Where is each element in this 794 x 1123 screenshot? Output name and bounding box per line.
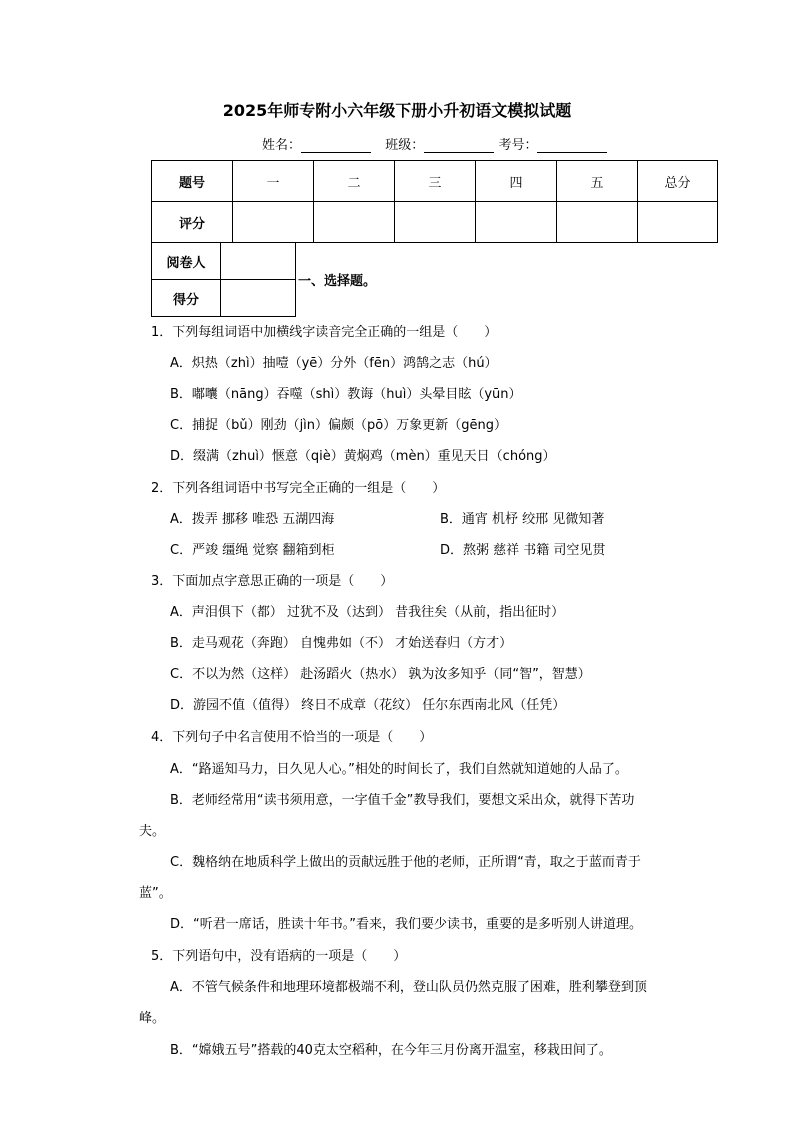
header-cell-question-number: 题号 (152, 161, 233, 202)
score-cell[interactable] (557, 202, 638, 243)
score-cell[interactable] (395, 202, 476, 243)
score-table-score-row (152, 202, 718, 243)
question-4-option-b-continued: 夫。 (139, 824, 166, 839)
question-4-option-d: D．“听君一席话，胜读十年书。”看来，我们要少读书，重要的是多听别人讲道理。 (170, 917, 642, 932)
header-cell-1: 一 (233, 161, 314, 202)
question-3-stem: 3．下面加点字意思正确的一项是（ ） (151, 574, 394, 589)
exam-number-label: 考号： (498, 138, 538, 153)
question-4-option-a: A．“路遥知马力，日久见人心。”相处的时间长了，我们自然就知道她的人品了。 (170, 762, 628, 777)
score-row-label: 评分 (152, 202, 233, 243)
question-4-option-c: C．魏格纳在地质科学上做出的贡献远胜于他的老师，正所谓“青，取之于蓝而青于 (170, 855, 641, 870)
class-label: 班级： (385, 138, 425, 153)
question-5-option-a: A．不管气候条件和地理环境都极端不利，登山队员仍然克服了困难，胜利攀登到顶 (170, 980, 647, 995)
score-table (151, 160, 718, 243)
reviewer-cell[interactable] (221, 243, 296, 280)
exam-number-field[interactable] (537, 138, 607, 153)
question-3-option-a: A．声泪俱下（都） 过犹不及（达到） 昔我往矣（从前，指出征时） (170, 605, 565, 620)
question-1-option-d: D．缀满（zhuì）惬意（qiè）黄焖鸡（mèn）重见天日（chóng） (170, 449, 556, 464)
question-1-option-c: C．捕捉（bǔ）刚劲（jìn）偏颇（pō）万象更新（gēng） (170, 418, 507, 433)
section-heading-choice: 一、选择题。 (298, 274, 377, 289)
score-cell[interactable] (476, 202, 557, 243)
header-cell-total: 总分 (638, 161, 718, 202)
question-2-option-c: C．严竣 缰绳 觉察 翻箱到柜 (170, 543, 335, 558)
question-2-option-d: D．熬粥 慈祥 书籍 司空见贯 (440, 543, 606, 558)
header-cell-5: 五 (557, 161, 638, 202)
question-4-option-b: B．老师经常用“读书须用意，一字值千金”教导我们，要想文采出众，就得下苦功 (170, 793, 635, 808)
header-cell-2: 二 (314, 161, 395, 202)
score-cell[interactable] (233, 202, 314, 243)
question-5-option-a-continued: 峰。 (139, 1011, 166, 1026)
grader-score-cell[interactable] (221, 280, 296, 317)
score-cell-total[interactable] (638, 202, 718, 243)
score-table-header-row (152, 161, 718, 202)
header-cell-3: 三 (395, 161, 476, 202)
question-2-stem: 2．下列各组词语中书写完全正确的一组是（ ） (151, 481, 446, 496)
question-5-stem: 5．下列语句中，没有语病的一项是（ ） (151, 949, 407, 964)
class-field[interactable] (424, 138, 494, 153)
question-1-stem: 1．下列每组词语中加横线字读音完全正确的一组是（ ） (151, 325, 498, 340)
question-2-option-a: A．拨弄 挪移 唯恐 五湖四海 (170, 512, 335, 527)
name-label: 姓名： (262, 138, 302, 153)
grader-table (151, 242, 296, 317)
question-4-option-c-continued: 蓝”。 (139, 886, 172, 901)
page-title: 2025年师专附小六年级下册小升初语文模拟试题 (222, 101, 572, 120)
question-4-stem: 4．下列句子中名言使用不恰当的一项是（ ） (151, 730, 433, 745)
question-3-option-b: B．走马观花（奔跑） 自愧弗如（不） 才始送春归（方才） (170, 636, 513, 651)
question-1-option-a: A．炽热（zhì）抽噎（yē）分外（fēn）鸿鹄之志（hú） (170, 356, 498, 371)
score-cell[interactable] (314, 202, 395, 243)
name-field[interactable] (301, 138, 371, 153)
question-1-option-b: B．嘟囔（nāng）吞噬（shì）教诲（huì）头晕目眩（yūn） (170, 387, 522, 402)
student-info-line (262, 134, 607, 153)
reviewer-label: 阅卷人 (152, 243, 221, 280)
question-5-option-b: B．“嫦娥五号”搭载的40克太空稻种，在今年三月份离开温室，移栽田间了。 (170, 1043, 612, 1058)
question-3-option-c: C．不以为然（这样） 赴汤蹈火（热水） 孰为汝多知乎（同“智”，智慧） (170, 667, 591, 682)
question-2-option-b: B．通宵 机杼 绞邢 见微知著 (440, 512, 605, 527)
question-3-option-d: D．游园不值（值得） 终日不成章（花纹） 任尔东西南北风（任凭） (170, 698, 566, 713)
header-cell-4: 四 (476, 161, 557, 202)
grader-score-label: 得分 (152, 280, 221, 317)
